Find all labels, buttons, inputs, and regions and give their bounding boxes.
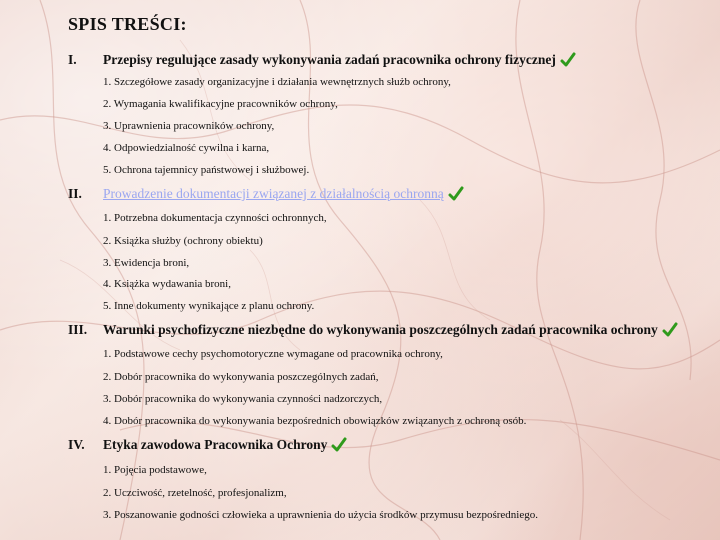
list-item: 4. Dobór pracownika do wykonywania bezpośrednich obowiązków związanych z ochroną osób. xyxy=(103,415,527,427)
section-4-title xyxy=(103,437,347,453)
list-item: 3. Uprawnienia pracowników ochrony, xyxy=(103,120,275,132)
green-checkmark-icon xyxy=(331,437,347,453)
list-item: 2. Dobór pracownika do wykonywania poszczególnych zadań, xyxy=(103,371,379,383)
list-item: 2. Wymagania kwalifikacyjne pracowników ochrony, xyxy=(103,98,338,110)
section-4-title-text: Etyka zawodowa Pracownika Ochrony xyxy=(103,437,328,452)
list-item: 5. Ochrona tajemnicy państwowej i służbowej. xyxy=(103,164,310,176)
list-item: 5. Inne dokumenty wynikające z planu ochrony. xyxy=(103,300,315,312)
list-item: 4. Odpowiedzialność cywilna i karna, xyxy=(103,142,270,154)
list-item: 1. Pojęcia podstawowe, xyxy=(103,464,207,476)
green-checkmark-icon xyxy=(448,186,464,202)
green-checkmark-icon xyxy=(560,52,576,68)
section-3-number: III. xyxy=(68,322,88,337)
list-item: 3. Dobór pracownika do wykonywania czynności nadzorczych, xyxy=(103,393,383,405)
section-1-title-text: Przepisy regulujące zasady wykonywania zadań pracownika ochrony fizycznej xyxy=(103,52,556,67)
list-item: 1. Podstawowe cechy psychomotoryczne wymagane od pracownika ochrony, xyxy=(103,348,443,360)
section-2-title-link[interactable]: Prowadzenie dokumentacji związanej z działalnością ochronną xyxy=(103,186,444,201)
section-4-number: IV. xyxy=(68,437,85,452)
list-item: 2. Uczciwość, rzetelność, profesjonalizm, xyxy=(103,487,287,499)
section-3-title-text: Warunki psychofizyczne niezbędne do wykonywania poszczególnych zadań pracownika ochrony xyxy=(103,322,658,337)
section-1-title xyxy=(103,52,576,68)
section-2-number: II. xyxy=(68,186,82,201)
list-item: 1. Szczegółowe zasady organizacyjne i działania wewnętrznych służb ochrony, xyxy=(103,76,451,88)
green-checkmark-icon xyxy=(662,322,678,338)
section-3-title xyxy=(103,322,678,338)
list-item: 2. Książka służby (ochrony obiektu) xyxy=(103,235,263,247)
section-2-title xyxy=(103,186,464,202)
list-item: 4. Książka wydawania broni, xyxy=(103,278,231,290)
list-item: 1. Potrzebna dokumentacja czynności ochronnych, xyxy=(103,212,327,224)
list-item: 3. Poszanowanie godności człowieka a uprawnienia do użycia środków przymusu bezpośredniego. xyxy=(103,509,538,521)
section-1-number: I. xyxy=(68,52,77,67)
page-title: SPIS TREŚCI: xyxy=(68,14,187,34)
list-item: 3. Ewidencja broni, xyxy=(103,257,190,269)
